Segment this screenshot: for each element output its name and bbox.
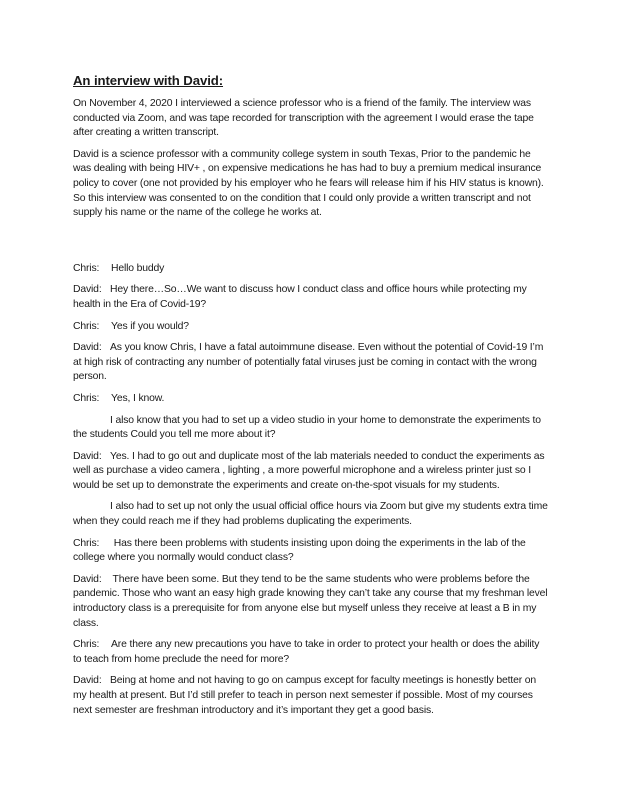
section-spacer xyxy=(73,228,549,262)
dialogue-text: Yes. I had to go out and duplicate most of the lab materials needed to conduct the experiments as well as purchase a video camera , lighting , a more powerful microphone and a wireless printer just so I would be set up to demonstrate the experiments and create on-the-spot visuals for my students. xyxy=(73,450,545,491)
speaker-label: David: xyxy=(73,573,102,585)
dialogue-continuation xyxy=(73,414,549,443)
dialogue-line xyxy=(73,392,549,407)
dialogue-text: I also had to set up not only the usual official office hours via Zoom but give my students extra time when they could reach me if they had problems duplicating the experiments. xyxy=(73,501,548,528)
intro-paragraph: On November 4, 2020 I interviewed a science professor who is a friend of the family. The interview was conducted via Zoom, and was tape recorded for transcription with the agreement I would erase the tape after creating a written transcript. xyxy=(73,98,534,139)
dialogue-line xyxy=(73,262,549,277)
speaker-label: Chris: xyxy=(73,262,100,274)
dialogue-text: Being at home and not having to go on campus except for faculty meetings is honestly better on my health at present. But I’d still prefer to teach in person next semester if possible. Most of my courses next semester are freshman introductory and it’s important they get a good basis. xyxy=(73,675,537,716)
dialogue-text: Are there any new precautions you have to take in order to protect your health or does the ability to teach from home preclude the need for more? xyxy=(73,639,540,665)
dialogue-text: I also know that you had to set up a video studio in your home to demonstrate the experiments to the students Could you tell me more about it? xyxy=(73,414,541,441)
speaker-label: Chris: xyxy=(73,392,100,404)
document-title: An interview with David: xyxy=(73,73,224,88)
document-body xyxy=(73,72,549,725)
dialogue-line xyxy=(73,320,549,335)
dialogue-text: Yes if you would? xyxy=(111,320,189,332)
speaker-label: David: xyxy=(73,450,102,462)
dialogue-continuation xyxy=(73,500,549,529)
speaker-label: Chris: xyxy=(73,639,100,651)
dialogue-text: Hello buddy xyxy=(111,262,165,274)
dialogue-line xyxy=(73,450,549,494)
dialogue-text: Hey there…So…We want to discuss how I conduct class and office hours while protecting my health in the Era of Covid-19? xyxy=(73,284,527,310)
dialogue-line xyxy=(73,638,549,667)
speaker-label: David: xyxy=(73,284,102,296)
dialogue-line xyxy=(73,537,549,566)
dialogue-text: There have been some. But they tend to be the same students who were problems before the pandemic. Those who want an easy high grade knowing they can’t take any course that my freshman level introductory class is a prerequisite for from anyone else but myself unless they receive at least a B in my class. xyxy=(73,573,548,629)
dialogue-text: Yes, I know. xyxy=(111,392,165,404)
intro-paragraph: David is a science professor with a community college system in south Texas, Prior to the pandemic he was dealing with being HIV+ , on expensive medications he has had to buy a premium medical insurance policy to cover (one not provided by his employer who he fears will release him if his HIV status is known). So this interview was consented to on the condition that I could only provide a written transcript and not supply his name or the name of the college he works at. xyxy=(73,148,544,219)
speaker-label: David: xyxy=(73,675,102,687)
dialogue-line xyxy=(73,674,549,718)
dialogue-text: As you know Chris, I have a fatal autoimmune disease. Even without the potential of Covid-19 I’m at high risk of contracting any number of potentially fatal viruses just be coming in contact with the wrong person. xyxy=(73,342,544,383)
speaker-label: Chris: xyxy=(73,537,100,549)
dialogue-line xyxy=(73,573,549,631)
speaker-label: Chris: xyxy=(73,320,100,332)
dialogue-line xyxy=(73,283,549,312)
speaker-label: David: xyxy=(73,342,102,354)
dialogue-line xyxy=(73,341,549,385)
dialogue-text: Has there been problems with students insisting upon doing the experiments in the lab of the college where you normally would conduct class? xyxy=(73,537,526,564)
